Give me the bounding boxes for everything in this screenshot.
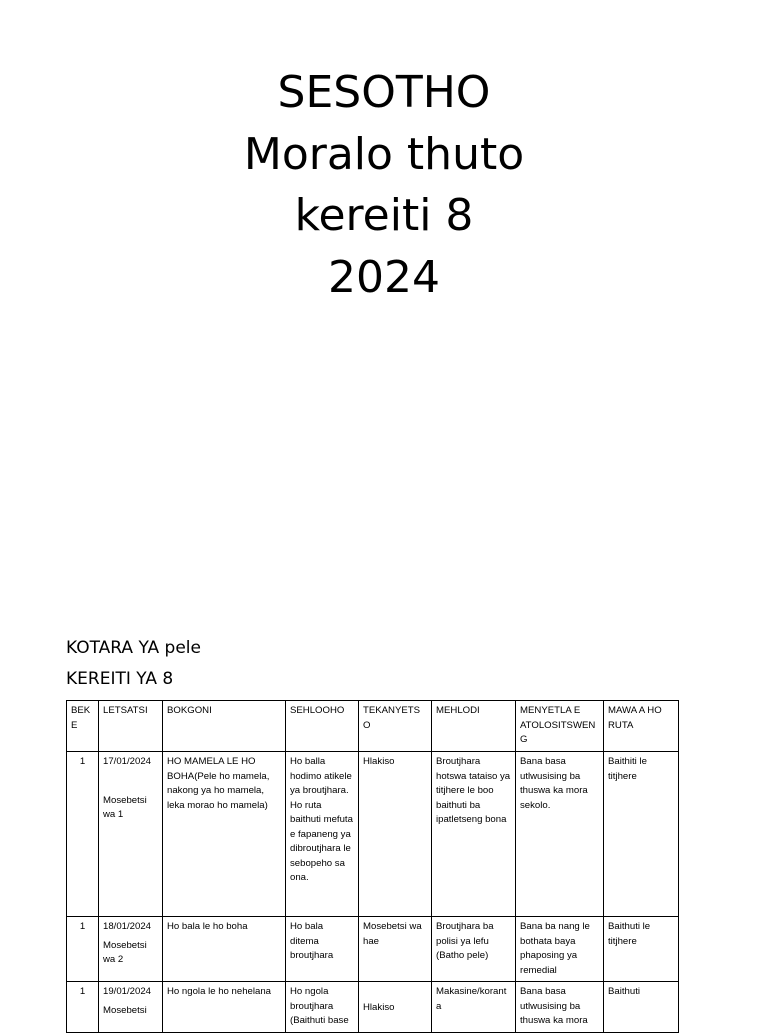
cell-topic: Ho ngola broutjhara (Baithuti base xyxy=(286,982,359,1033)
cell-week: 1 xyxy=(67,917,99,982)
header-assessment: TEKANYETSO xyxy=(359,701,432,752)
document-title xyxy=(0,62,768,308)
cell-resources: Broutjhara ba polisi ya lefu (Batho pele) xyxy=(432,917,516,982)
table-row xyxy=(67,982,679,1033)
date-text: 17/01/2024 xyxy=(103,756,152,767)
task-text: Mosebetsi wa 2 xyxy=(103,939,147,965)
cell-assessment: Mosebetsi wa hae xyxy=(359,917,432,982)
cell-methods: Baithuti xyxy=(604,982,679,1033)
date-text: 18/01/2024 xyxy=(103,921,152,932)
task-text: Mosebetsi xyxy=(103,1004,147,1016)
cell-date xyxy=(99,982,163,1033)
cell-resources: Broutjhara hotswa tataiso ya titjhere le boo baithuti ba ipatletseng bona xyxy=(432,752,516,917)
cell-topic: Ho bala ditema broutjhara xyxy=(286,917,359,982)
cell-skill: Ho bala le ho boha xyxy=(163,917,286,982)
title-plan: Moralo thuto xyxy=(243,128,525,180)
assessment-text: Hlakiso xyxy=(363,1002,395,1013)
cell-skill: HO MAMELA LE HO BOHA(Pele ho mamela, nakong ya ho mamela, leka morao ho mamela) xyxy=(163,752,286,917)
cell-opportunities: Bana basa utlwusising ba thuswa ka mora xyxy=(516,982,604,1033)
grade-heading: KEREITI YA 8 xyxy=(66,669,174,689)
cell-assessment xyxy=(359,982,432,1033)
cell-week: 1 xyxy=(67,752,99,917)
header-resources: MEHLODI xyxy=(432,701,516,752)
header-methods: MAWA A HO RUTA xyxy=(604,701,679,752)
cell-skill: Ho ngola le ho nehelana xyxy=(163,982,286,1033)
cell-opportunities: Bana basa utlwusising ba thuswa ka mora sekolo. xyxy=(516,752,604,917)
title-year: 2024 xyxy=(328,251,440,303)
header-topic: SEHLOOHO xyxy=(286,701,359,752)
table-row xyxy=(67,917,679,982)
header-skill: BOKGONI xyxy=(163,701,286,752)
table-row xyxy=(67,752,679,917)
cell-week: 1 xyxy=(67,982,99,1033)
header-date: LETSATSI xyxy=(99,701,163,752)
cell-resources: Makasine/koranta xyxy=(432,982,516,1033)
cell-date xyxy=(99,752,163,917)
cell-date xyxy=(99,917,163,982)
table-header-row xyxy=(67,701,679,752)
cell-opportunities: Bana ba nang le bothata baya phaposing ya remedial xyxy=(516,917,604,982)
cell-methods: Baithuti le titjhere xyxy=(604,917,679,982)
title-subject: SESOTHO xyxy=(277,67,491,118)
quarter-heading: KOTARA YA pele xyxy=(66,638,201,658)
header-week: BEK E xyxy=(67,701,99,752)
header-opportunities: MENYETLA E ATOLOSITSWEN G xyxy=(516,701,604,752)
cell-topic: Ho balla hodimo atikele ya broutjhara. Ho ruta baithuti mefuta e fapaneng ya dibroutjhara le sebopeho sa ona. xyxy=(286,752,359,917)
task-text: Mosebetsi wa 1 xyxy=(103,794,147,820)
lesson-plan-table xyxy=(66,700,679,1033)
cell-assessment: Hlakiso xyxy=(359,752,432,917)
cell-methods: Baithiti le titjhere xyxy=(604,752,679,917)
title-grade: kereiti 8 xyxy=(294,190,474,241)
date-text: 19/01/2024 xyxy=(103,986,152,997)
